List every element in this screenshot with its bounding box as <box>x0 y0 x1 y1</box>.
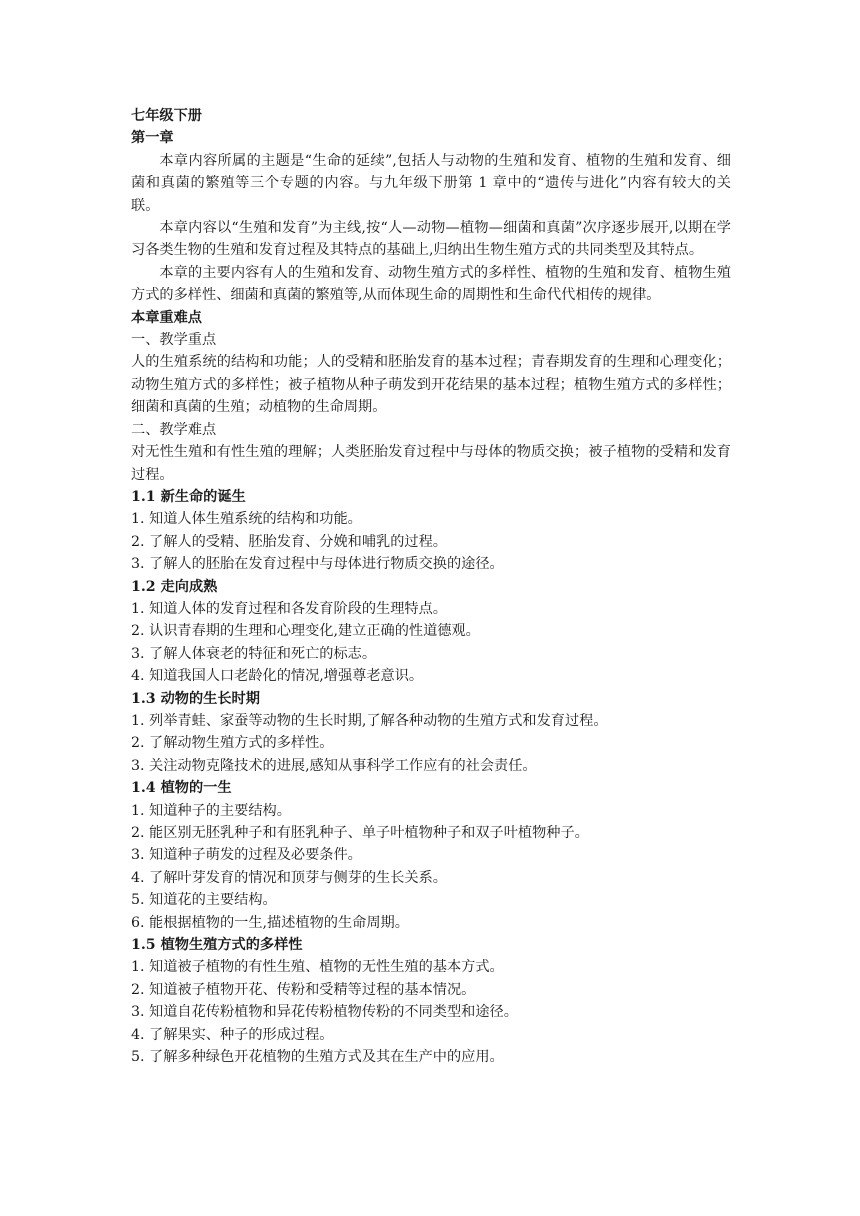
intro-paragraph: 本章的主要内容有人的生殖和发育、动物生殖方式的多样性、植物的生殖和发育、植物生殖方式的多样性、细菌和真菌的繁殖等,从而体现生命的周期性和生命代代相传的规律。 <box>131 264 731 304</box>
section-title: 1.5 植物生殖方式的多样性 <box>131 937 303 954</box>
list-item: 2. 认识青春期的生理和心理变化,建立正确的性道德观。 <box>131 623 480 640</box>
list-item: 1. 知道人体的发育过程和各发育阶段的生理特点。 <box>131 600 447 617</box>
list-item: 2. 能区别无胚乳种子和有胚乳种子、单子叶植物种子和双子叶植物种子。 <box>131 825 589 841</box>
section <box>131 934 731 1068</box>
list-item: 3. 了解人体衰老的特征和死亡的标志。 <box>131 645 377 662</box>
intro-paragraph: 本章内容以“生殖和发育”为主线,按“人—动物—植物—细菌和真菌”次序逐步展开,以期在学习各类生物的生殖和发育过程及其特点的基础上,归纳出生物生殖方式的共同类型及其特点。 <box>131 220 731 259</box>
chapter-title: 第一章 <box>131 130 174 147</box>
section <box>131 688 731 778</box>
list-item: 2. 了解人的受精、胚胎发育、分娩和哺乳的过程。 <box>131 533 447 550</box>
list-item: 5. 知道花的主要结构。 <box>131 892 277 909</box>
list-item: 3. 知道自花传粉植物和异花传粉植物传粉的不同类型和途径。 <box>131 1004 518 1021</box>
document-page <box>131 105 731 1068</box>
list-item: 1. 列举青蛙、家蚕等动物的生长时期,了解各种动物的生殖方式和发育过程。 <box>131 712 608 729</box>
intro-paragraph: 本章内容所属的主题是“生命的延续”,包括人与动物的生殖和发育、植物的生殖和发育、细菌和真菌的繁殖等三个专题的内容。与九年级下册第 1 章中的“遗传与进化”内容有较大的关联。 <box>131 152 731 214</box>
focus-text: 人的生殖系统的结构和功能；人的受精和胚胎发育的基本过程；青春期发育的生理和心理变化；动物生殖方式的多样性；被子植物从种子萌发到开花结果的基本过程；植物生殖方式的多样性；细菌和真菌的生殖；动植物的生命周期。 <box>131 354 731 416</box>
grade-title: 七年级下册 <box>131 108 202 124</box>
list-item: 3. 了解人的胚胎在发育过程中与母体进行物质交换的途径。 <box>131 556 504 573</box>
list-item: 1. 知道种子的主要结构。 <box>131 802 291 819</box>
focus-heading: 一、教学重点 <box>131 332 217 349</box>
list-item: 2. 了解动物生殖方式的多样性。 <box>131 735 334 752</box>
list-item: 5. 了解多种绿色开花植物的生殖方式及其在生产中的应用。 <box>131 1049 504 1066</box>
section-title: 1.1 新生命的诞生 <box>131 488 246 505</box>
list-item: 4. 知道我国人口老龄化的情况,增强尊老意识。 <box>131 668 424 685</box>
list-item: 2. 知道被子植物开花、传粉和受精等过程的基本情况。 <box>131 981 476 998</box>
key-points-title: 本章重难点 <box>131 309 202 326</box>
section-title: 1.3 动物的生长时期 <box>131 690 260 707</box>
list-item: 4. 了解叶芽发育的情况和顶芽与侧芽的生长关系。 <box>131 869 447 886</box>
difficulty-text: 对无性生殖和有性生殖的理解；人类胚胎发育过程中与母体的物质交换；被子植物的受精和发育过程。 <box>131 444 731 483</box>
section <box>131 576 731 688</box>
list-item: 3. 关注动物克隆技术的进展,感知从事科学工作应有的社会责任。 <box>131 757 537 774</box>
section-title: 1.4 植物的一生 <box>131 780 232 797</box>
list-item: 1. 知道被子植物的有性生殖、植物的无性生殖的基本方式。 <box>131 959 504 976</box>
section <box>131 777 731 934</box>
section <box>131 486 731 576</box>
list-item: 4. 了解果实、种子的形成过程。 <box>131 1026 334 1043</box>
list-item: 1. 知道人体生殖系统的结构和功能。 <box>131 511 362 528</box>
list-item: 6. 能根据植物的一生,描述植物的生命周期。 <box>131 914 409 931</box>
difficulty-heading: 二、教学难点 <box>131 421 217 438</box>
section-title: 1.2 走向成熟 <box>131 578 218 595</box>
list-item: 3. 知道种子萌发的过程及必要条件。 <box>131 847 362 864</box>
